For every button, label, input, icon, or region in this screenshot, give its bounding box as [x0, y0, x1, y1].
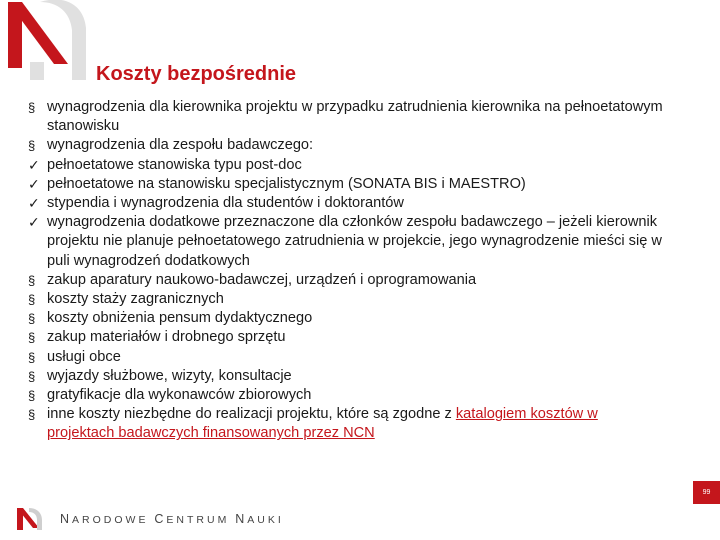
- ncn-footer-logo-icon: [15, 506, 45, 532]
- list-item: [28, 405, 668, 443]
- checkmark-icon: ✓: [28, 156, 40, 173]
- ncn-logo-icon: [0, 0, 90, 82]
- list-item: [28, 271, 668, 290]
- checkmark-icon: ✓: [28, 195, 40, 212]
- checkmark-icon: ✓: [28, 214, 40, 231]
- footer-word-2: ENTRUM: [166, 514, 230, 526]
- footer-initial-2: C: [154, 512, 167, 526]
- list-item-text: koszty obniżenia pensum dydaktycznego: [47, 310, 313, 327]
- page-number: 99: [693, 481, 720, 504]
- list-item: [28, 386, 668, 405]
- checkmark-icon: ✓: [28, 175, 40, 192]
- bullet-icon: §: [28, 388, 36, 404]
- footer-word-3: AUKI: [247, 514, 284, 526]
- list-item-text: zakup aparatury naukowo-badawczej, urządzeń i oprogramowania: [47, 271, 477, 288]
- list-item: [28, 156, 668, 175]
- bullet-icon: §: [28, 100, 36, 115]
- list-item-text: wynagrodzenia dodatkowe przeznaczone dla członków zespołu badawczego – jeżeli kierownik projektu nie planuje pełnoetatowego zatrudnienia w projekcie, jego wynagrodzenie mieści się w puli wynagrodzeń dodatkowych: [47, 214, 662, 269]
- list-item-text: zakup materiałów i drobnego sprzętu: [47, 329, 286, 346]
- list-item: [28, 290, 668, 309]
- bullet-icon: §: [28, 368, 36, 384]
- list-item-text: koszty staży zagranicznych: [47, 291, 224, 308]
- list-item: [28, 367, 668, 386]
- list-item: [28, 175, 668, 194]
- bullet-icon: §: [28, 272, 36, 288]
- footer-institution-name: [60, 512, 284, 526]
- bullet-icon: §: [28, 138, 36, 154]
- list-item-text: wynagrodzenia dla zespołu badawczego:: [47, 137, 314, 154]
- list-item-text: wyjazdy służbowe, wizyty, konsultacje: [47, 367, 292, 384]
- list-item-text: inne koszty niezbędne do realizacji projektu, które są zgodne z: [47, 406, 456, 423]
- bullet-icon: §: [28, 349, 36, 365]
- list-item-text: pełnoetatowe na stanowisku specjalistycznym (SONATA BIS i MAESTRO): [47, 175, 526, 192]
- list-item: [28, 213, 668, 271]
- bullet-icon: §: [28, 292, 36, 308]
- footer-initial-3: N: [235, 512, 248, 526]
- list-item: [28, 348, 668, 367]
- list-item: [28, 98, 668, 136]
- list-item: [28, 136, 668, 155]
- list-item: [28, 309, 668, 328]
- list-item-text: wynagrodzenia dla kierownika projektu w przypadku zatrudnienia kierownika na pełnoetatowym stanowisku: [47, 99, 663, 135]
- footer-initial-1: N: [60, 512, 73, 526]
- content-list: [28, 98, 668, 444]
- cost-catalog-link[interactable]: katalogiem kosztów w projektach badawczych finansowanych przez NCN: [47, 406, 598, 442]
- footer-word-1: ARODOWE: [72, 514, 149, 526]
- list-item-text: stypendia i wynagrodzenia dla studentów i doktorantów: [47, 195, 404, 212]
- list-item-text: usługi obce: [47, 348, 121, 365]
- bullet-icon: §: [28, 311, 36, 327]
- list-item: [28, 194, 668, 213]
- bullet-icon: §: [28, 330, 36, 346]
- bullet-icon: §: [28, 407, 36, 423]
- page-title: Koszty bezpośrednie: [96, 63, 297, 85]
- list-item-text: pełnoetatowe stanowiska typu post-doc: [47, 156, 302, 173]
- list-item-text: gratyfikacje dla wykonawców zbiorowych: [47, 387, 312, 404]
- list-item: [28, 328, 668, 347]
